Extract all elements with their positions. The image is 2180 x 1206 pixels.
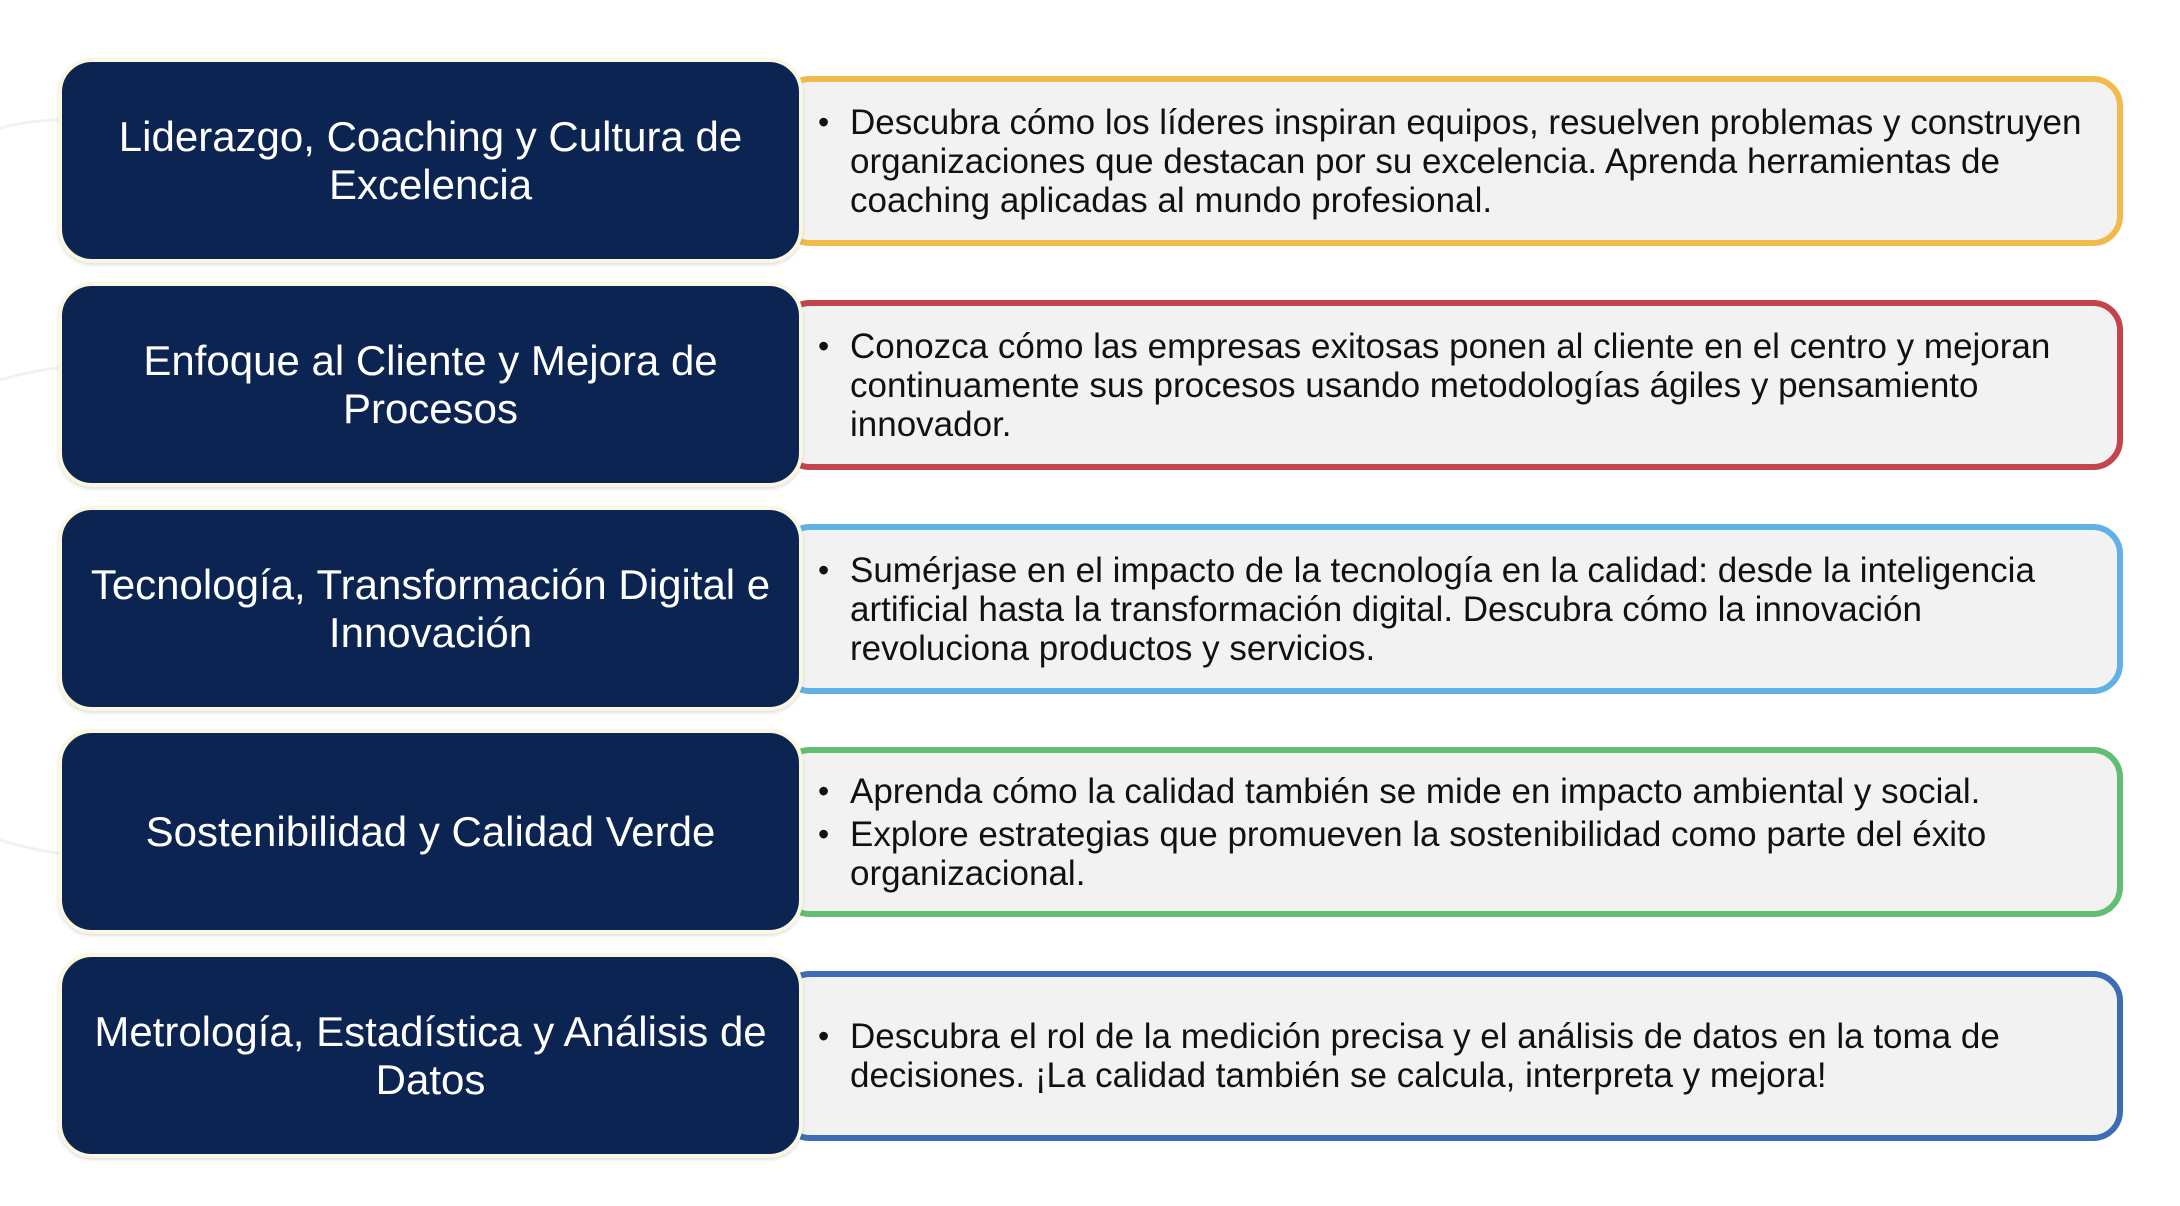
bullet-item: • Descubra cómo los líderes inspiran equipos, resuelven problemas y construyen organizaciones que destacan por su excelencia. Aprenda herramientas de coaching aplicadas al mundo profesional.	[816, 103, 2097, 220]
bullet-list	[816, 768, 2097, 897]
topic-title: Tecnología, Transformación Digital e Innovación	[90, 560, 771, 656]
topic-title: Enfoque al Cliente y Mejora de Procesos	[143, 336, 718, 432]
bullet-item: • Descubra el rol de la medición precisa y el análisis de datos en la toma de decisiones. ¡La calidad también se calcula, interpreta y mejora!	[816, 1017, 2097, 1095]
topic-title: Metrología, Estadística y Análisis de Datos	[94, 1007, 767, 1103]
topic-title-box	[58, 58, 803, 263]
topic-description-box	[780, 524, 2123, 694]
topic-row-customer	[0, 282, 2180, 492]
topic-row-sustainability	[0, 729, 2180, 939]
topic-row-technology	[0, 506, 2180, 716]
topic-title: Liderazgo, Coaching y Cultura de Excelencia	[118, 112, 743, 208]
topic-title-box	[58, 953, 803, 1158]
topic-row-metrology	[0, 953, 2180, 1163]
topic-description-box	[780, 300, 2123, 470]
bullet-list	[816, 547, 2097, 672]
topic-description-box	[780, 971, 2123, 1141]
bullet-list	[816, 323, 2097, 448]
topic-description-box	[780, 76, 2123, 246]
bullet-item: • Explore estrategias que promueven la sostenibilidad como parte del éxito organizacional.	[816, 815, 2097, 893]
bullet-list	[816, 99, 2097, 224]
bullet-item: • Aprenda cómo la calidad también se mide en impacto ambiental y social.	[816, 772, 2097, 811]
topic-row-leadership	[0, 58, 2180, 268]
bullet-item: • Sumérjase en el impacto de la tecnología en la calidad: desde la inteligencia artificial hasta la transformación digital. Descubra cómo la innovación revoluciona productos y servicios.	[816, 551, 2097, 668]
bullet-list	[816, 1013, 2097, 1099]
bullet-item: • Conozca cómo las empresas exitosas ponen al cliente en el centro y mejoran continuamente sus procesos usando metodologías ágiles y pensamiento innovador.	[816, 327, 2097, 444]
topic-title-box	[58, 506, 803, 711]
topic-title-box	[58, 729, 803, 934]
topic-title-box	[58, 282, 803, 487]
topic-description-box	[780, 747, 2123, 917]
topic-title: Sostenibilidad y Calidad Verde	[145, 807, 716, 855]
